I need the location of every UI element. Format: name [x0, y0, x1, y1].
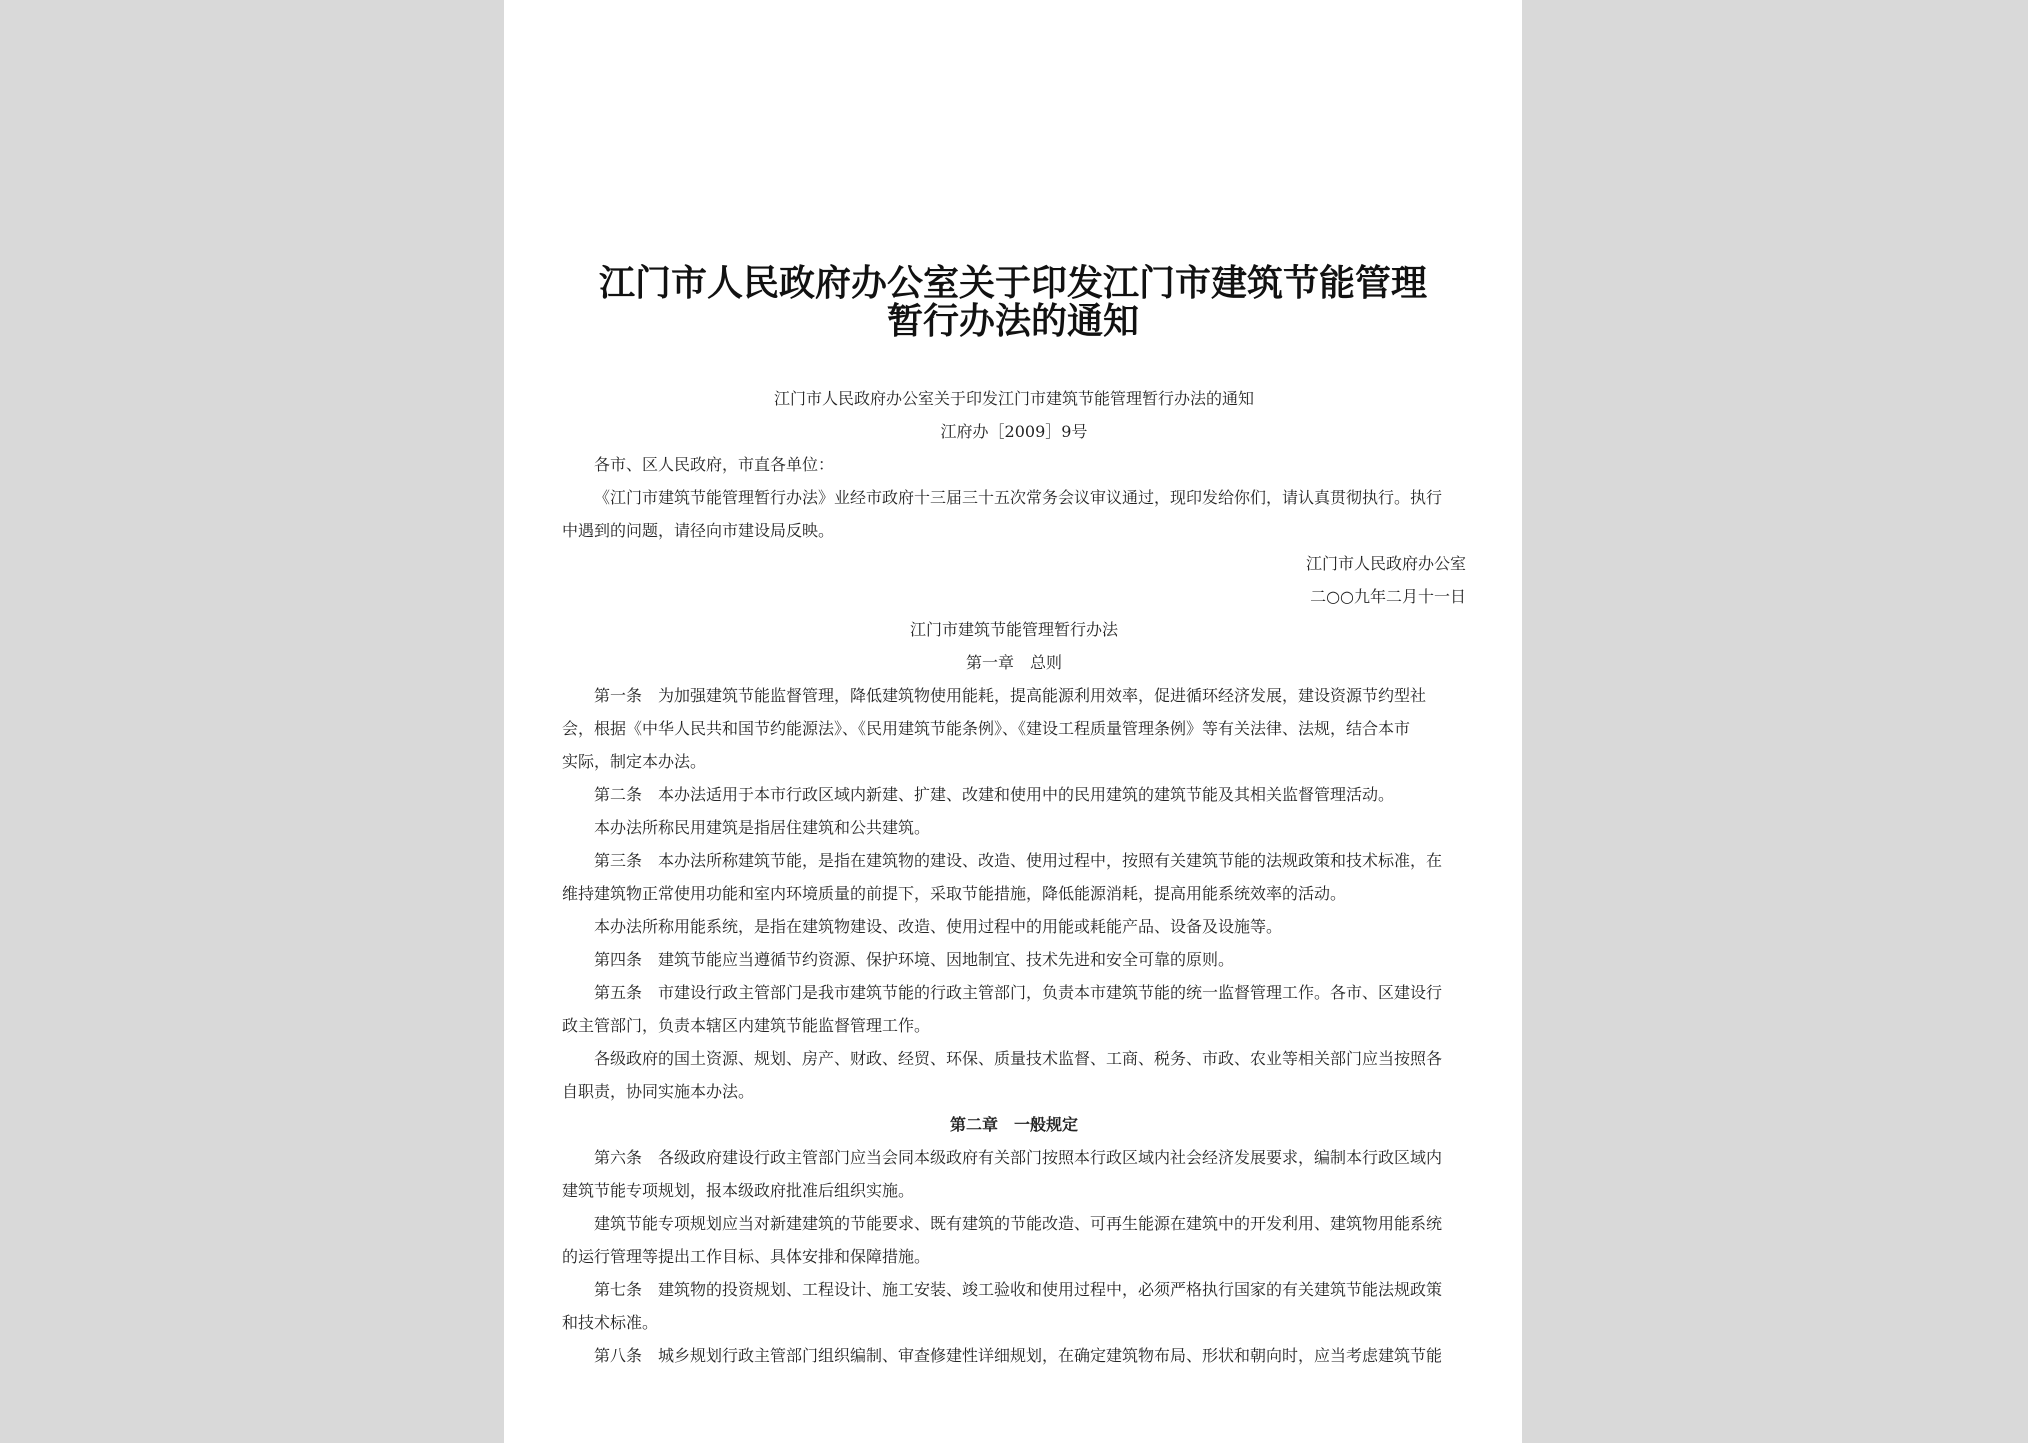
letter-body-line: 《江门市建筑节能管理暂行办法》业经市政府十三届三十五次常务会议审议通过，现印发给你们，请认真贯彻执行。执行: [594, 488, 1443, 507]
article-line: 第三条 本办法所称建筑节能，是指在建筑物的建设、改造、使用过程中，按照有关建筑节能的法规政策和技术标准，在: [594, 851, 1443, 870]
subtitle: 江门市人民政府办公室关于印发江门市建筑节能管理暂行办法的通知: [773, 389, 1254, 408]
chapter-2-heading: 第二章 一般规定: [949, 1115, 1078, 1134]
article-line: 第一条 为加强建筑节能监督管理，降低建筑物使用能耗，提高能源利用效率，促进循环经济发展，建设资源节约型社: [594, 686, 1427, 705]
salutation: 各市、区人民政府，市直各单位：: [594, 455, 835, 474]
main-title-line-1: 江门市人民政府办公室关于印发江门市建筑节能管理: [598, 262, 1427, 304]
doc-number: 江府办［2009］9号: [940, 422, 1088, 441]
article-line: 第七条 建筑物的投资规划、工程设计、施工安装、竣工验收和使用过程中，必须严格执行国家的有关建筑节能法规政策: [594, 1280, 1443, 1299]
article-line: 和技术标准。: [562, 1313, 659, 1332]
article-line: 会，根据《中华人民共和国节约能源法》、《民用建筑节能条例》、《建设工程质量管理条例》等有关法律、法规，结合本市: [562, 719, 1411, 738]
document-page: [504, 0, 1522, 1443]
article-line: 第五条 市建设行政主管部门是我市建筑节能的行政主管部门，负责本市建筑节能的统一监督管理工作。各市、区建设行: [594, 983, 1443, 1002]
letter-body-line: 中遇到的问题，请径向市建设局反映。: [562, 521, 835, 540]
regulation-title: 江门市建筑节能管理暂行办法: [909, 620, 1118, 639]
article-line: 的运行管理等提出工作目标、具体安排和保障措施。: [562, 1247, 931, 1266]
article-line: 政主管部门，负责本辖区内建筑节能监督管理工作。: [562, 1016, 931, 1035]
signature: 江门市人民政府办公室: [1305, 554, 1466, 573]
article-line: 第六条 各级政府建设行政主管部门应当会同本级政府有关部门按照本行政区域内社会经济发展要求，编制本行政区域内: [594, 1148, 1443, 1167]
article-line: 建筑节能专项规划，报本级政府批准后组织实施。: [562, 1181, 915, 1200]
article-line: 本办法所称用能系统，是指在建筑物建设、改造、使用过程中的用能或耗能产品、设备及设施等。: [594, 917, 1283, 936]
article-line: 本办法所称民用建筑是指居住建筑和公共建筑。: [594, 818, 931, 837]
article-line: 维持建筑物正常使用功能和室内环境质量的前提下，采取节能措施，降低能源消耗，提高用能系统效率的活动。: [562, 884, 1347, 903]
article-line: 第二条 本办法适用于本市行政区域内新建、扩建、改建和使用中的民用建筑的建筑节能及其相关监督管理活动。: [594, 785, 1395, 804]
article-line: 各级政府的国土资源、规划、房产、财政、经贸、环保、质量技术监督、工商、税务、市政、农业等相关部门应当按照各: [594, 1049, 1443, 1068]
date: 二○○九年二月十一日: [1310, 587, 1466, 606]
article-line: 建筑节能专项规划应当对新建建筑的节能要求、既有建筑的节能改造、可再生能源在建筑中的开发利用、建筑物用能系统: [594, 1214, 1443, 1233]
article-line: 第八条 城乡规划行政主管部门组织编制、审查修建性详细规划，在确定建筑物布局、形状和朝向时，应当考虑建筑节能: [594, 1346, 1443, 1365]
chapter-1-heading: 第一章 总则: [965, 653, 1062, 672]
main-title-line-2: 暂行办法的通知: [886, 300, 1139, 342]
article-line: 第四条 建筑节能应当遵循节约资源、保护环境、因地制宜、技术先进和安全可靠的原则。: [594, 950, 1235, 969]
article-line: 自职责，协同实施本办法。: [562, 1082, 755, 1101]
article-line: 实际，制定本办法。: [562, 752, 707, 771]
